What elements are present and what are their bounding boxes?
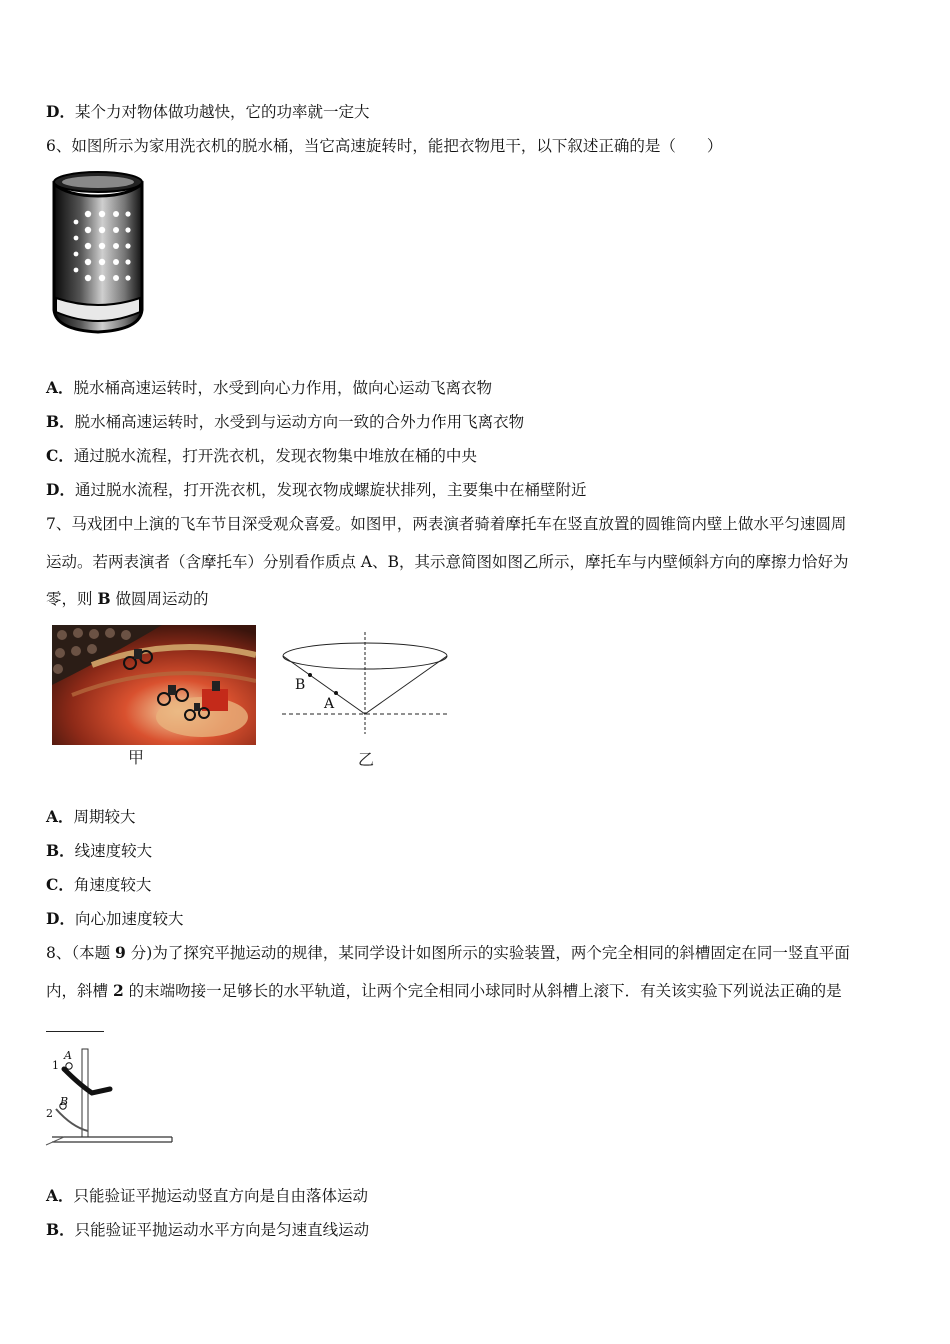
option-letter: C． [46, 875, 74, 894]
q8-stem-line1: 8、（本题 9 分)为了探究平抛运动的规律，某同学设计如图所示的实验装置，两个完全相同的斜槽固定在同一竖直平面 [46, 943, 850, 962]
option-letter: D． [46, 909, 75, 928]
q7-option-d[interactable] [46, 909, 183, 929]
caption-jia: 甲 [128, 748, 145, 767]
label-a: A [64, 1049, 72, 1062]
option-letter: A． [46, 1186, 74, 1205]
q7-option-a[interactable] [46, 807, 136, 827]
label-1: 1 [52, 1059, 59, 1072]
q6-option-b[interactable] [46, 412, 524, 432]
q6-stem: 6、如图所示为家用洗衣机的脱水桶，当它高速旋转时，能把衣物甩干，以下叙述正确的是（ ） [46, 137, 723, 155]
option-text: 向心加速度较大 [74, 910, 184, 928]
option-letter: B． [46, 1220, 75, 1239]
label-a: A [324, 696, 335, 712]
option-text: 只能验证平抛运动竖直方向是自由落体运动 [73, 1187, 369, 1205]
option-letter: B． [46, 841, 75, 860]
label-b: B [60, 1095, 69, 1108]
q7-stem-line2: 运动。若两表演者（含摩托车）分别看作质点 A、B，其示意简图如图乙所示，摩托车与内壁倾斜方向的摩擦力恰好为 [46, 553, 849, 571]
point-b [308, 673, 312, 677]
motorcycle-circus-photo [52, 625, 256, 745]
label-b: B [295, 677, 306, 693]
label-2: 2 [46, 1107, 53, 1120]
option-text: 通过脱水流程，打开洗衣机，发现衣物成螺旋状排列，主要集中在桶壁附近 [74, 481, 587, 499]
option-letter: D． [46, 102, 75, 121]
option-text: 脱水桶高速运转时，水受到向心力作用，做向心运动飞离衣物 [73, 379, 493, 397]
option-text: 只能验证平抛运动水平方向是匀速直线运动 [74, 1221, 370, 1239]
q5-option-d [46, 102, 369, 122]
q6-option-c[interactable] [46, 446, 477, 466]
dehydration-drum-figure [48, 170, 152, 340]
option-letter: C． [46, 446, 74, 465]
option-text: 角速度较大 [73, 876, 152, 894]
cone-diagram [276, 628, 452, 738]
q7-option-c[interactable] [46, 875, 151, 895]
caption-yi: 乙 [358, 750, 375, 769]
parallel-chute-apparatus [44, 1045, 176, 1149]
option-letter: B． [46, 412, 75, 431]
q6-option-a[interactable] [46, 378, 492, 398]
q8-option-b[interactable] [46, 1220, 369, 1240]
q7-stem-line3: 零，则 B 做圆周运动的 [46, 589, 209, 608]
q7-option-b[interactable] [46, 841, 152, 861]
option-text: 通过脱水流程，打开洗衣机，发现衣物集中堆放在桶的中央 [73, 447, 477, 465]
q6-option-d[interactable] [46, 480, 586, 500]
option-text: 脱水桶高速运转时，水受到与运动方向一致的合外力作用飞离衣物 [74, 413, 525, 431]
answer-blank-line [46, 1031, 104, 1032]
q8-option-a[interactable] [46, 1186, 368, 1206]
option-text: 某个力对物体做功越快，它的功率就一定大 [74, 103, 370, 121]
option-letter: D． [46, 480, 75, 499]
option-text: 线速度较大 [74, 842, 153, 860]
q8-stem-line2: 内，斜槽 2 的末端吻接一足够长的水平轨道，让两个完全相同小球同时从斜槽上滚下．有关该实验下列说法正确的是 [46, 981, 842, 1000]
option-letter: A． [46, 378, 74, 397]
option-letter: A． [46, 807, 74, 826]
option-text: 周期较大 [73, 808, 136, 826]
q7-stem-line1: 7、马戏团中上演的飞车节目深受观众喜爱。如图甲，两表演者骑着摩托车在竖直放置的圆锥筒内壁上做水平匀速圆周 [46, 515, 847, 533]
point-a [334, 691, 338, 695]
